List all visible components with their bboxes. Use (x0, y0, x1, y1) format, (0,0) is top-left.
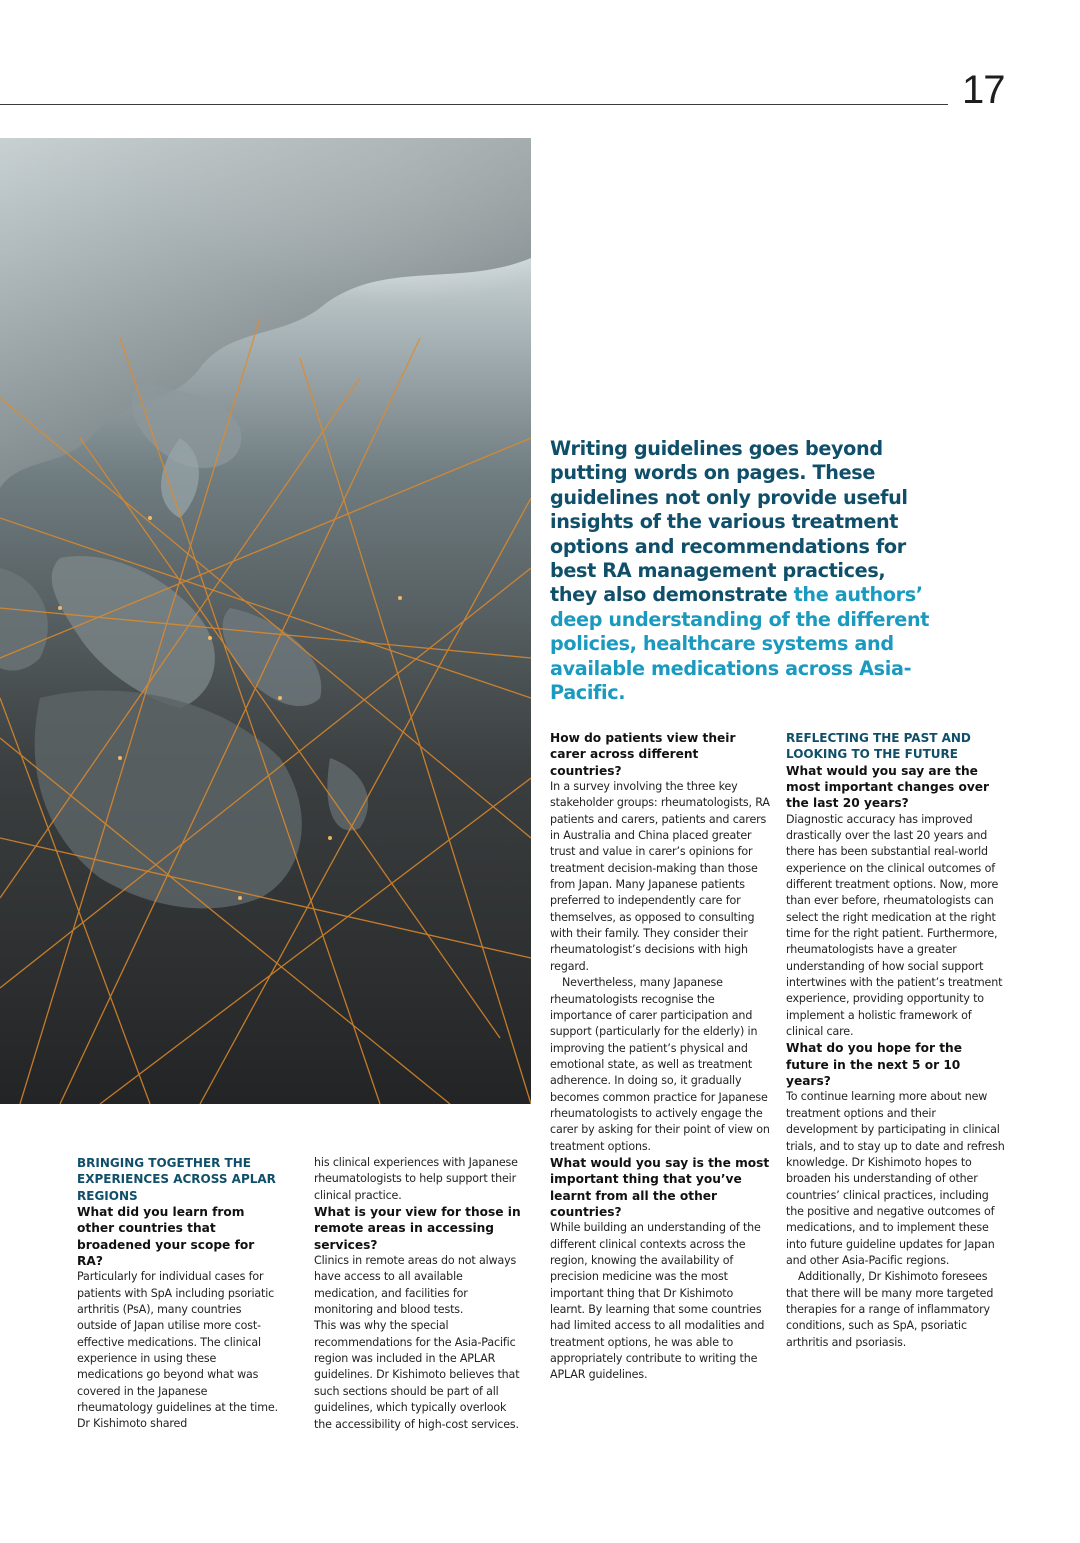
answer-text: his clinical experiences with Japanese rheumatologists to help support their clinical practice. (314, 1156, 518, 1202)
question-heading: How do patients view their carer across different countries? (550, 731, 736, 778)
header-rule (0, 104, 948, 105)
world-network-map-image (0, 138, 531, 1104)
answer-text: Diagnostic accuracy has improved drastically over the last 20 years and there has been substantial real-world experience on the clinical outcomes of different treatment options. Now, more than ever before, rheumatologists can select the right medication at the right time for the right patient. Furthermore, rheumatologists have a greater understanding of how social support intertwines with the patient’s treatment experience, providing opportunity to implement a holistic framework of clinical care. (786, 812, 1003, 1039)
question-heading: What would you say are the most important changes over the last 20 years? (786, 763, 990, 811)
column-4 (786, 730, 1008, 1351)
pull-quote (550, 437, 930, 705)
column-2 (314, 1155, 526, 1433)
question-heading: What would you say is the most important thing that you’ve learnt from all the other countries? (550, 1155, 770, 1219)
answer-text: While building an understanding of the different clinical contexts across the region, knowing the availability of precision medicine was the most important thing that Dr Kishimoto learnt. By learning that some countries had limited access to all modalities and treatment options, he was able to appropriately contribute to writing the APLAR guidelines. (550, 1221, 765, 1382)
pull-quote-highlight: the authors’ deep understanding of the different policies, healthcare systems and available medications across Asia-Pacific. (550, 583, 930, 705)
answer-text: Nevertheless, many Japanese rheumatologists recognise the importance of carer participation and support (particularly for the elderly) in improving the patient’s physical and emotional state, as well as treatment adherence. In doing so, it gradually becomes common practice for Japanese rheumatologists to actively engage the carer by asking for their point of view on treatment options. (550, 976, 770, 1153)
section-heading-reflecting: REFLECTING THE PAST AND LOOKING TO THE FUTURE (786, 731, 971, 762)
question-heading: What did you learn from other countries that broadened your scope for RA? (77, 1204, 255, 1268)
page-number: 17 (962, 68, 1005, 112)
answer-text: Particularly for individual cases for patients with SpA including psoriatic arthritis (PsA), many countries outside of Japan utilise more cost-effective medications. The clinical experience in using these medications go beyond what was covered in the Japanese rheumatology guidelines at the time. Dr Kishimoto shared (77, 1270, 278, 1431)
answer-text: This was why the special recommendations for the Asia-Pacific region was included in the APLAR guidelines. Dr Kishimoto believes that such sections should be part of all guidelines, which typically overlook the accessibility of high-cost services. (314, 1319, 520, 1431)
answer-text: Clinics in remote areas do not always have access to all available medication, and facilities for monitoring and blood tests. (314, 1254, 517, 1317)
answer-text: In a survey involving the three key stakeholder groups: rheumatologists, RA patients and carers, patients and carers in Australia and China placed greater trust and value in carer’s opinions for treatment decision-making than those from Japan. Many Japanese patients preferred to independently care for themselves, as opposed to consulting with their family. They consider their rheumatologist’s decisions with high regard. (550, 780, 770, 973)
pull-quote-part1: Writing guidelines goes beyond putting words on pages. These guidelines not only provide useful insights of the various treatment options and recommendations for best RA management practices, they also demonstrate (550, 437, 908, 607)
question-heading: What is your view for those in remote areas in accessing services? (314, 1205, 521, 1252)
question-heading: What do you hope for the future in the next 5 or 10 years? (786, 1041, 962, 1089)
column-3 (550, 730, 770, 1384)
answer-text: Additionally, Dr Kishimoto foresees that there will be many more targeted therapies for a range of inflammatory conditions, such as SpA, psoriatic arthritis and psoriasis. (786, 1270, 994, 1349)
answer-text: To continue learning more about new treatment options and their development by participating in clinical trials, and to stay up to date and refresh knowledge. Dr Kishimoto hopes to broaden his understanding of other countries’ clinical practices, including the positive and negative outcomes of medications, and to implement these into future guideline updates for Japan and other Asia-Pacific regions. (786, 1090, 1005, 1267)
column-1 (77, 1155, 282, 1433)
section-heading-experiences: BRINGING TOGETHER THE EXPERIENCES ACROSS APLAR REGIONS (77, 1156, 276, 1203)
